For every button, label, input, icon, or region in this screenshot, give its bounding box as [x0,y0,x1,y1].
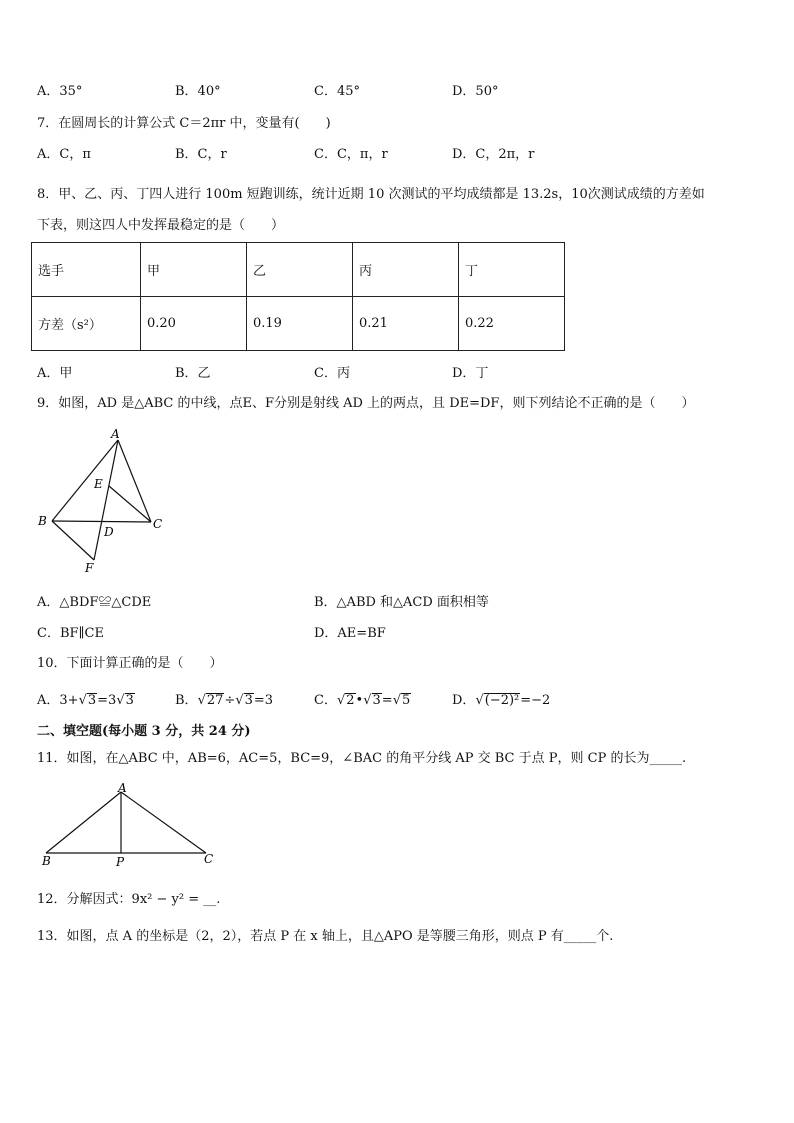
table-cell: 乙 [247,243,353,297]
q10-c-operator: • [355,693,364,708]
q9-option-c: C．BF∥CE [37,626,104,641]
q8-option-d: D．丁 [452,366,489,381]
q10-option-b: B．√27÷√3=3 [175,693,274,708]
q6-option-a: A．35° [37,84,83,99]
q10-c-equals: = [381,693,393,708]
label-d: D [104,525,114,539]
label-e: E [94,477,103,491]
q9-option-a: A．△BDF≌△CDE [37,595,152,610]
label-c: C [153,517,163,531]
label-p: P [116,855,125,869]
q10-option-a: A．3+√3=3√3 [37,693,134,708]
table-row [32,243,565,297]
segment-ab [46,792,121,853]
q10-option-c: C．√2•√3=√5 [314,693,411,708]
q9-figure [34,424,174,579]
q9-option-d: D．AE=BF [314,626,386,641]
q12-stem: 12．分解因式：9x² − y² = __. [37,892,221,907]
table-cell: 丁 [459,243,565,297]
q10-b-prefix: B． [175,693,198,708]
table-cell: 0.19 [247,297,353,351]
q8-stem-line2: 下表，则这四人中发挥最稳定的是（ ） [37,218,285,233]
table-row [32,297,565,351]
segment-bf [52,521,94,560]
q7-stem: 7．在圆周长的计算公式 C＝2πr 中，变量有( ) [37,116,331,131]
q10-a-radicand2: 3 [125,693,134,708]
table-cell: 方差（s²） [32,297,141,351]
q11-figure [34,780,224,870]
q10-a-prefix: A．3+ [37,693,79,708]
table-cell: 丙 [353,243,459,297]
label-f: F [85,561,94,575]
q9-stem: 9．如图，AD 是△ABC 的中线，点E、F分别是射线 AD 上的两点，且 DE=DF，则下列结论不正确的是（ ） [37,396,695,411]
q8-option-b: B．乙 [175,366,211,381]
q10-b-radicand2: 3 [244,693,253,708]
q10-b-suffix: =3 [253,693,274,708]
q10-c-prefix: C． [314,693,337,708]
q7-option-b: B．C，r [175,147,227,162]
table-cell: 0.20 [141,297,247,351]
q8-option-c: C．丙 [314,366,350,381]
q10-b-operator: ÷ [224,693,236,708]
q7-option-c: C．C，π，r [314,147,388,162]
q6-option-c: C．45° [314,84,360,99]
segment-af [94,440,118,560]
q10-d-radicand: (−2)² [484,693,520,708]
q10-stem: 10．下面计算正确的是（ ） [37,656,223,671]
label-b: B [38,514,47,528]
segment-ac [118,440,151,522]
q10-option-d: D．√(−2)²=−2 [452,693,551,708]
segment-ab [52,440,118,521]
table-cell: 选手 [32,243,141,297]
q13-stem: 13．如图，点 A 的坐标是（2，2），若点 P 在 x 轴上，且△APO 是等腰三角形，则点 P 有_____个. [37,929,614,944]
q10-c-radicand2: 3 [372,693,381,708]
q10-c-radicand: 2 [346,693,355,708]
q10-a-suffix: =3 [97,693,117,708]
q11-stem: 11．如图，在△ABC 中，AB=6，AC=5，BC=9，∠BAC 的角平分线 AP 交 BC 于点 P，则 CP 的长为_____. [37,751,687,766]
q9-option-b: B．△ABD 和△ACD 面积相等 [314,595,489,610]
q6-option-d: D．50° [452,84,499,99]
variance-table [31,242,565,351]
label-a: A [111,427,120,441]
q8-option-a: A．甲 [37,366,73,381]
q8-stem-line1: 8．甲、乙、丙、丁四人进行 100m 短跑训练，统计近期 10 次测试的平均成绩都是 13.2s，10次测试成绩的方差如 [37,187,705,202]
q7-option-d: D．C，2π，r [452,147,535,162]
q10-a-radicand: 3 [87,693,97,708]
table-cell: 0.21 [353,297,459,351]
q10-b-radicand: 27 [206,693,224,708]
segment-ec [109,486,151,522]
label-b: B [42,854,51,868]
table-cell: 0.22 [459,297,565,351]
q7-option-a: A．C，π [37,147,91,162]
q6-option-b: B．40° [175,84,221,99]
segment-ac [121,792,206,853]
section-heading: 二、填空题(每小题 3 分，共 24 分) [37,724,251,739]
q10-c-radicand3: 5 [401,693,411,708]
table-cell: 甲 [141,243,247,297]
label-a: A [118,781,127,795]
q10-d-prefix: D． [452,693,476,708]
q10-d-suffix: =−2 [520,693,551,708]
label-c: C [204,852,214,866]
